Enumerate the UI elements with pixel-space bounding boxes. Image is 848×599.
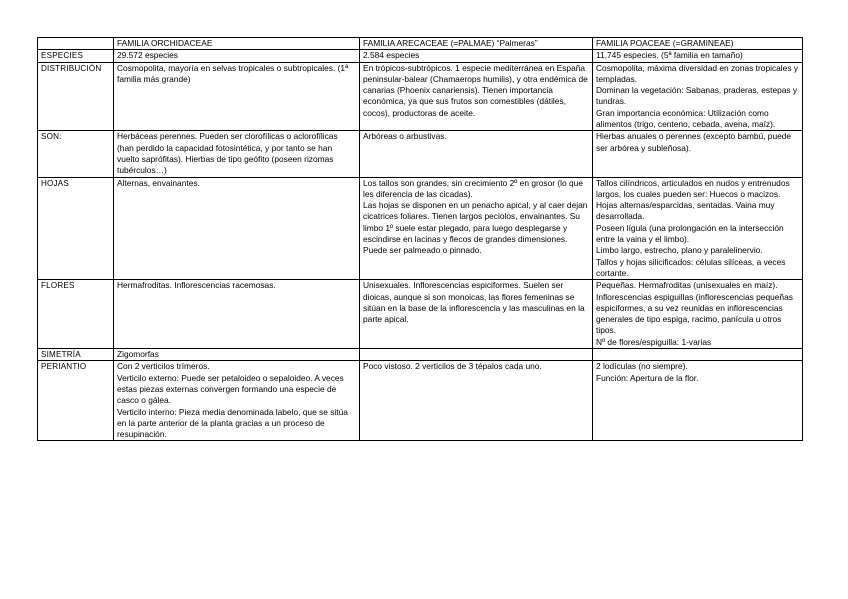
table-row xyxy=(38,62,803,131)
cell-poaceae xyxy=(593,361,803,441)
cell-text: Cosmopolita, mayoría en selvas tropicales o subtropicales. (1ª familia más grande) xyxy=(117,62,349,84)
cell-text: Gran importancia económica: Utilización como alimentos (trigo, centeno, cebada, avena, maíz). xyxy=(596,107,776,130)
cell-poaceae xyxy=(593,349,803,361)
cell-orchidaceae xyxy=(114,349,360,361)
cell-text: 11.745 especies. (5ª familia en tamaño) xyxy=(596,50,743,61)
cell-orchidaceae xyxy=(114,62,360,131)
header-row xyxy=(38,38,803,50)
cell-poaceae xyxy=(593,177,803,280)
cell-text: Limbo largo, estrecho, plano y paralelinervio. xyxy=(596,245,763,256)
cell-text: 29.572 especies xyxy=(117,50,178,61)
cell-text: Hojas alternas/esparcidas, sentadas. Vaina muy desarrollada. xyxy=(596,200,775,222)
row-label: PERIANTIO xyxy=(38,361,114,441)
table-row xyxy=(38,361,803,441)
cell-text: Unisexuales. Inflorescencias espiciformes. Suelen ser dioicas, aunque si son monoicas, las flores femeninas se sitúan en la base de la inflorescencia y las masculinas en la parte apical. xyxy=(363,280,585,325)
cell-text: Los tallos son grandes, sin crecimiento 2º en grosor (lo que les diferencia de las cicadas). xyxy=(363,177,583,199)
cell-text: En trópicos-subtrópicos. 1 especie mediterránea en España peninsular-balear (Chamaerops humilis), y otra endémica de canarias (Phoenix canariensis). Tienen importancia económica, ya que sus frutos son comestibles (dátiles, cocos), productoras de aceite. xyxy=(363,62,588,118)
cell-text: Verticilo externo: Puede ser petaloideo o sepaloideo. A veces estas piezas externas convergen formando una especie de casco o gálea. xyxy=(117,372,344,406)
cell-orchidaceae xyxy=(114,131,360,177)
header-arecaceae: FAMILIA ARECACEAE (=PALMAE) “Palmeras” xyxy=(360,38,593,50)
cell-text: Con 2 verticilos trímeros. xyxy=(117,361,210,372)
cell-text: Tallos cilíndricos, articulados en nudos y entrenudos largos, los cuales pueden ser: Huecos o macizos. xyxy=(596,177,790,199)
cell-arecaceae xyxy=(360,62,593,131)
cell-poaceae xyxy=(593,50,803,62)
cell-text: 2.584 especies xyxy=(363,50,420,61)
cell-arecaceae xyxy=(360,361,593,441)
row-label: FLORES xyxy=(38,280,114,349)
row-label: SIMETRÍA xyxy=(38,349,114,361)
cell-text: Hermafroditas. Inflorescencias racemosas. xyxy=(117,280,276,291)
cell-text: Las hojas se disponen en un penacho apical, y al caer dejan cicatrices foliares. Tienen largos peciolos, envainantes. Su limbo 1º suele estar plegado, para luego desplegarse y escindirse en lacinas y flecos de grandes dimensiones. Puede ser palmeado o pinnado. xyxy=(363,200,588,256)
table-row xyxy=(38,131,803,177)
cell-orchidaceae xyxy=(114,280,360,349)
cell-text: Nº de flores/espiguilla: 1-varias xyxy=(596,336,712,347)
cell-text: Zigomorfas xyxy=(117,349,159,360)
row-label: SON: xyxy=(38,131,114,177)
cell-arecaceae xyxy=(360,349,593,361)
table-row xyxy=(38,280,803,349)
cell-text: Poco vistoso. 2 verticilos de 3 tépalos cada uno. xyxy=(363,361,542,372)
header-cell-empty xyxy=(38,38,114,50)
cell-text: Herbáceas perennes. Pueden ser clorofílicas o aclorofílicas (han perdido la capacidad fotosintética, y por tanto se han vuelto saprófitas). Hierbas de tipo geófito (poseen rizomas tubérculos…) xyxy=(117,131,338,176)
cell-text: Arbóreas o arbustivas. xyxy=(363,131,447,142)
cell-arecaceae xyxy=(360,50,593,62)
table-row xyxy=(38,50,803,62)
table-body xyxy=(38,38,803,441)
cell-text: Tallos y hojas silicificados: células silíceas, a veces cortante. xyxy=(596,256,786,278)
family-comparison-table xyxy=(37,37,803,441)
cell-text: 2 lodículas (no siempre). xyxy=(596,361,688,372)
cell-arecaceae xyxy=(360,280,593,349)
cell-text: Hierbas anuales o perennes (excepto bambú, puede ser arbórea y subleñosa). xyxy=(596,131,792,153)
row-label: ESPECIES xyxy=(38,50,114,62)
cell-arecaceae xyxy=(360,177,593,280)
cell-orchidaceae xyxy=(114,361,360,441)
cell-text: Verticilo interno: Pieza media denominada labelo, que se sitúa en la parte anterior de la planta gracias a un proceso de resupinación. xyxy=(117,406,348,440)
table-row xyxy=(38,349,803,361)
cell-text: Pequeñas. Hermafroditas (unisexuales en maíz). Inflorescencias espiguillas (inflorescencias pequeñas espiciformes, a su vez reunidas en inflorescencias generales de tipo espiga, racimo, panícula u otros tipos. xyxy=(596,280,793,336)
table-row xyxy=(38,177,803,280)
cell-text: Cosmopolita, máxima diversidad en zonas tropicales y templadas. xyxy=(596,62,799,84)
header-orchidaceae: FAMILIA ORCHIDACEAE xyxy=(114,38,360,50)
cell-orchidaceae xyxy=(114,177,360,280)
cell-text: Dominan la vegetación: Sabanas, praderas, estepas y tundras. xyxy=(596,85,798,107)
header-poaceae: FAMILIA POACEAE (=GRAMINEAE) xyxy=(593,38,803,50)
cell-poaceae xyxy=(593,62,803,131)
cell-poaceae xyxy=(593,131,803,177)
row-label: DISTRIBUCIÓN xyxy=(38,62,114,131)
cell-poaceae xyxy=(593,280,803,349)
cell-arecaceae xyxy=(360,131,593,177)
cell-orchidaceae xyxy=(114,50,360,62)
row-label: HOJAS xyxy=(38,177,114,280)
cell-text: Alternas, envainantes. xyxy=(117,177,200,188)
cell-text: Poseen lígula (una prolongación en la intersección entre la vaina y el limbo). xyxy=(596,222,784,245)
cell-text: Función: Apertura de la flor. xyxy=(596,372,699,383)
